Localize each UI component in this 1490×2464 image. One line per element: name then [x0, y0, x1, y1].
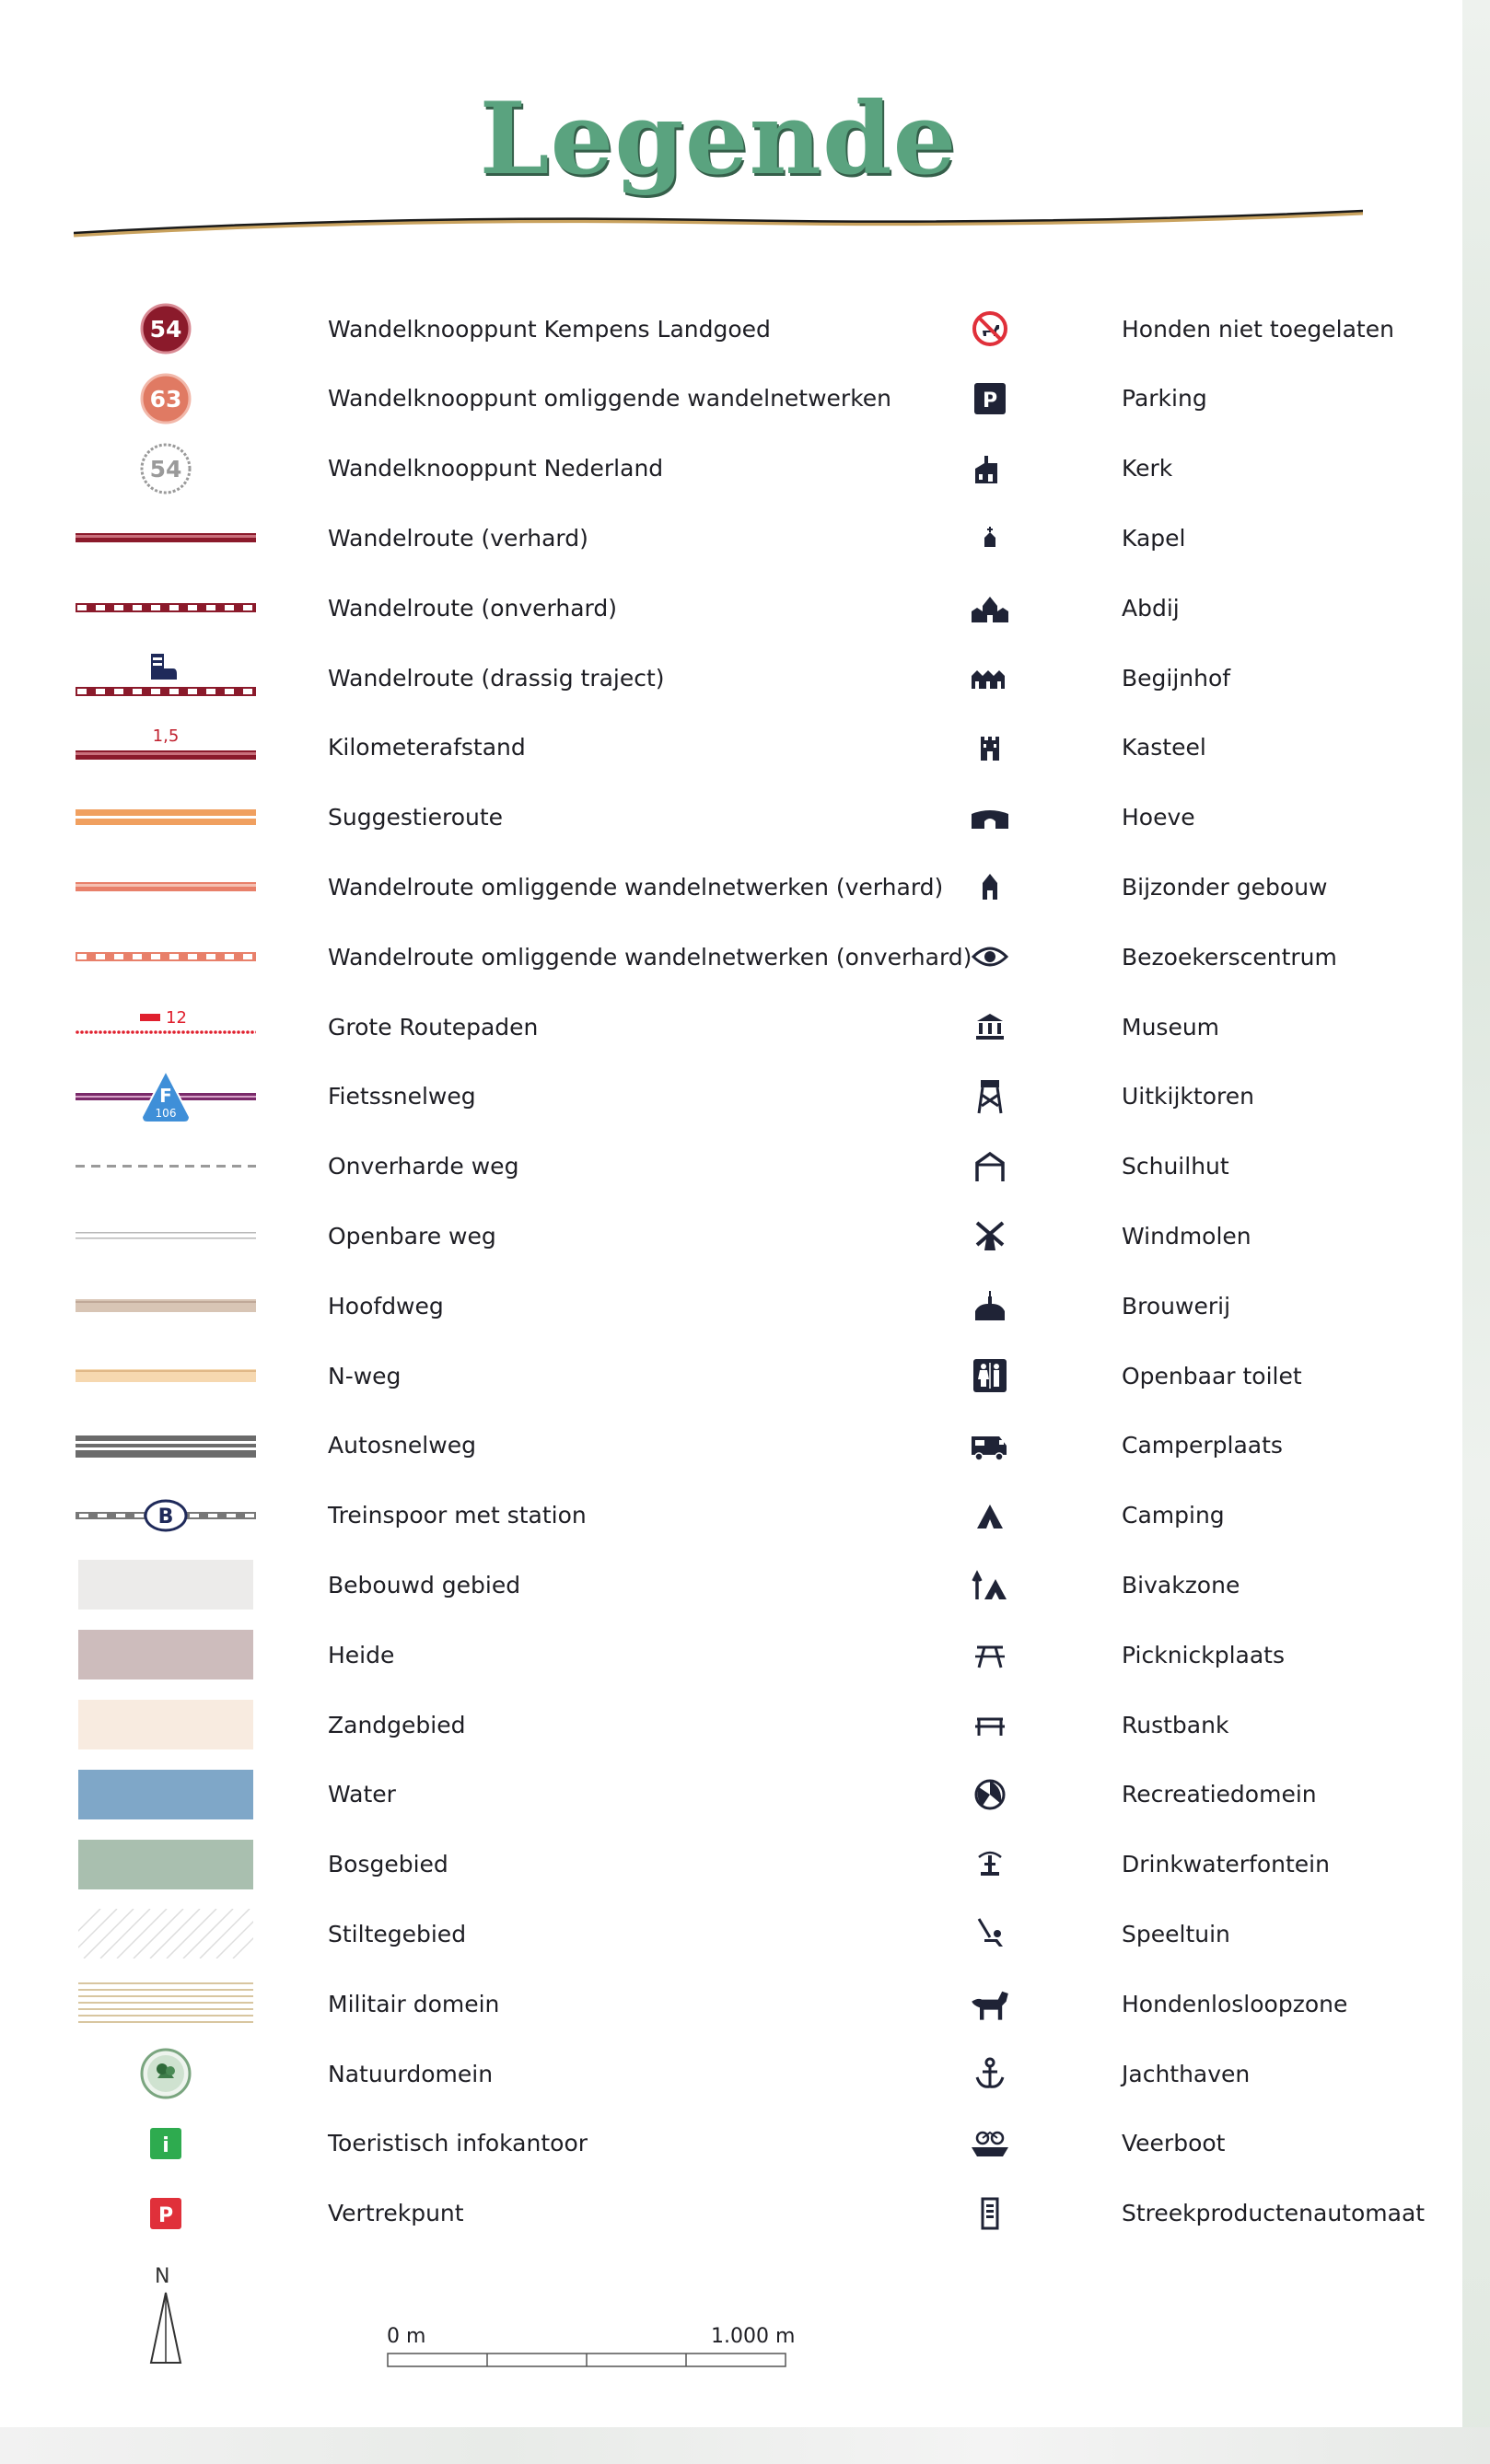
anchor-icon	[949, 2046, 1031, 2101]
legend-item	[74, 441, 663, 496]
bivouac-icon	[949, 1557, 1031, 1612]
surrounding-unpaved-line	[74, 929, 258, 984]
legend-item	[74, 720, 526, 775]
sand-swatch	[74, 1697, 258, 1752]
legend-label: Autosnelweg	[328, 1432, 476, 1459]
legend-label: Natuurdomein	[328, 2060, 494, 2087]
chapel-icon	[949, 510, 1031, 565]
legend-item	[949, 510, 1185, 565]
museum-icon	[949, 999, 1031, 1054]
legend-item	[949, 441, 1172, 496]
legend-item	[949, 1767, 1317, 1822]
scale-bar-graphic	[387, 2353, 788, 2373]
legend-label: Streekproductenautomaat	[1122, 2200, 1426, 2227]
legend-label: Zandgebied	[328, 1711, 466, 1738]
legend-item	[74, 1418, 476, 1473]
legend-label: Recreatiedomein	[1122, 1781, 1317, 1808]
legend-item	[74, 2186, 464, 2241]
legend-item	[949, 1627, 1285, 1682]
legend-item	[949, 371, 1207, 426]
start-point-icon	[74, 2186, 258, 2241]
toilet-icon	[949, 1348, 1031, 1403]
legend-label: Wandelroute (onverhard)	[328, 594, 618, 622]
legend-item	[74, 301, 771, 356]
legend-label: Museum	[1122, 1013, 1220, 1040]
legend-item	[74, 1906, 466, 1961]
farm-icon	[949, 790, 1031, 845]
legend-label: Bivakzone	[1122, 1571, 1240, 1598]
legend-item	[74, 1837, 448, 1892]
legend-label: Stiltegebied	[328, 1920, 467, 1947]
special-building-icon	[949, 859, 1031, 914]
symbol-number: 106	[155, 1106, 177, 1120]
legend-label: Wandelknooppunt Kempens Landgoed	[328, 315, 771, 343]
legend-item	[949, 999, 1219, 1054]
legend-item	[74, 1208, 496, 1263]
symbol-letter: P	[982, 389, 998, 413]
symbol-number: 54	[149, 455, 182, 482]
legend-label: Bezoekerscentrum	[1122, 943, 1337, 970]
legend-label: Kasteel	[1122, 734, 1206, 761]
symbol-letter: F	[159, 1084, 172, 1107]
beguinage-icon	[949, 650, 1031, 705]
ferry-icon	[949, 2116, 1031, 2171]
info-office-icon	[74, 2116, 258, 2171]
legend-item	[74, 790, 503, 845]
legend-item	[74, 510, 588, 565]
legend-label: N-weg	[328, 1362, 402, 1389]
picnic-table-icon	[949, 1627, 1031, 1682]
legend-label: Picknickplaats	[1122, 1641, 1285, 1668]
no-dogs-icon	[949, 301, 1031, 356]
legend-label: Treinspoor met station	[328, 1502, 587, 1529]
map-bottom-strip	[0, 2427, 1490, 2464]
railway-station-icon	[74, 1488, 258, 1543]
legend-item	[949, 2046, 1250, 2101]
legend-item	[949, 2116, 1225, 2171]
map-edge-strip	[1462, 0, 1490, 2464]
legend-label: Camperplaats	[1122, 1432, 1283, 1459]
forest-swatch	[74, 1837, 258, 1892]
main-road-line	[74, 1278, 258, 1333]
legend-label: Parking	[1122, 385, 1207, 413]
legend-item	[949, 1906, 1230, 1961]
legend-item	[74, 1697, 465, 1752]
legend-label: Militair domein	[328, 1990, 500, 2017]
legend-label: Wandelknooppunt Nederland	[328, 455, 664, 482]
n-road-line	[74, 1348, 258, 1403]
legend-item	[74, 1069, 476, 1124]
legend-label: Grote Routepaden	[328, 1013, 539, 1040]
legend-label: Rustbank	[1122, 1711, 1229, 1738]
north-arrow-icon	[147, 2291, 184, 2365]
legend-label: Onverharde weg	[328, 1153, 519, 1180]
lookout-tower-icon	[949, 1069, 1031, 1124]
legend-label: Bosgebied	[328, 1851, 448, 1878]
nature-domain-icon	[74, 2046, 258, 2101]
route-marshy-boot-icon	[74, 650, 258, 705]
legend-label: Camping	[1122, 1502, 1225, 1529]
scale-start-label: 0 m	[387, 2325, 426, 2348]
military-area-swatch	[74, 1976, 258, 2031]
public-road-line	[74, 1208, 258, 1263]
legend-item	[949, 1139, 1229, 1194]
legend-label: Jachthaven	[1122, 2060, 1251, 2087]
legend-item	[74, 1976, 499, 2031]
visitor-center-eye-icon	[949, 929, 1031, 984]
legend-item	[74, 1348, 401, 1403]
legend-item	[74, 650, 665, 705]
legend-item	[949, 2186, 1425, 2241]
brewery-icon	[949, 1278, 1031, 1333]
surrounding-paved-line	[74, 859, 258, 914]
legend-label: Hoeve	[1122, 804, 1195, 831]
legend-label: Kilometerafstand	[328, 734, 526, 761]
legend-item	[74, 1139, 518, 1194]
legend-item	[949, 1697, 1228, 1752]
symbol-number: 1,5	[152, 726, 180, 746]
symbol-letter: P	[157, 2203, 174, 2227]
north-arrow	[147, 2265, 184, 2366]
legend-item	[74, 859, 943, 914]
windmill-icon	[949, 1208, 1031, 1263]
beach-ball-icon	[949, 1767, 1031, 1822]
legend-label: Honden niet toegelaten	[1122, 315, 1394, 343]
legend-item	[949, 859, 1328, 914]
legend-label: Abdij	[1122, 594, 1180, 622]
legend-label: Bijzonder gebouw	[1122, 873, 1328, 901]
silence-area-swatch	[74, 1906, 258, 1961]
legend-item	[949, 929, 1337, 984]
bench-icon	[949, 1697, 1031, 1752]
legend-item	[949, 1278, 1230, 1333]
symbol-number: 12	[166, 1008, 187, 1028]
gr-path-line	[74, 999, 258, 1054]
symbol-number: 63	[149, 385, 182, 413]
legend-item	[74, 1557, 520, 1612]
legend-label: Hondenlosloopzone	[1122, 1990, 1348, 2017]
legend-label: Wandelroute (drassig traject)	[328, 664, 665, 692]
legend-label: Wandelroute (verhard)	[328, 524, 588, 552]
suggested-route-line	[74, 790, 258, 845]
distance-line	[74, 720, 258, 775]
legend-item	[949, 790, 1195, 845]
route-paved-line	[74, 510, 258, 565]
legend-label: Openbaar toilet	[1122, 1362, 1302, 1389]
motorway-line	[74, 1418, 258, 1473]
legend-label: Brouwerij	[1122, 1292, 1231, 1319]
legend-item	[949, 301, 1394, 356]
parking-icon	[949, 371, 1031, 426]
symbol-number: 54	[149, 316, 182, 343]
legend-label: Bebouwd gebied	[328, 1571, 521, 1598]
node-netherlands-icon	[74, 441, 258, 496]
legend-item	[74, 1278, 444, 1333]
castle-icon	[949, 720, 1031, 775]
legend-item	[949, 1837, 1330, 1892]
church-icon	[949, 441, 1031, 496]
unpaved-road-line	[74, 1139, 258, 1194]
symbol-letter: B	[157, 1505, 174, 1528]
legend-item	[74, 371, 891, 426]
legend-label: Hoofdweg	[328, 1292, 444, 1319]
legend-item	[74, 1627, 394, 1682]
legend-item	[949, 1976, 1347, 2031]
legend-item	[74, 2116, 588, 2171]
legend-label: Uitkijktoren	[1122, 1083, 1254, 1110]
legend-item	[74, 999, 538, 1054]
dog-icon	[949, 1976, 1031, 2031]
legend-item	[74, 929, 972, 984]
legend-label: Drinkwaterfontein	[1122, 1851, 1330, 1878]
north-label: N	[155, 2265, 170, 2288]
legend-item	[949, 1557, 1240, 1612]
legend-item	[74, 580, 617, 635]
legend-item	[949, 1418, 1283, 1473]
legend-label: Windmolen	[1122, 1222, 1251, 1249]
legend-label: Fietssnelweg	[328, 1083, 476, 1110]
legend-label: Wandelroute omliggende wandelnetwerken (verhard)	[328, 873, 944, 901]
legend-label: Water	[328, 1781, 396, 1808]
drinking-fountain-icon	[949, 1837, 1031, 1892]
node-surrounding-icon	[74, 371, 258, 426]
node-kempens-icon	[74, 301, 258, 356]
built-area-swatch	[74, 1557, 258, 1612]
camper-icon	[949, 1418, 1031, 1473]
legend-label: Wandelknooppunt omliggende wandelnetwerken	[328, 385, 892, 413]
scale-end-label: 1.000 m	[711, 2325, 796, 2348]
legend-label: Kerk	[1122, 455, 1173, 482]
legend-item	[949, 720, 1206, 775]
legend-item	[74, 1488, 587, 1543]
symbol-letter: i	[162, 2133, 169, 2157]
legend-label: Speeltuin	[1122, 1920, 1230, 1947]
legend-item	[949, 650, 1230, 705]
legend-item	[949, 1348, 1302, 1403]
legend-item	[949, 1488, 1225, 1543]
legend-label: Schuilhut	[1122, 1153, 1229, 1180]
legend-item	[949, 580, 1180, 635]
route-unpaved-line	[74, 580, 258, 635]
legend-label: Openbare weg	[328, 1222, 496, 1249]
legend-label: Toeristisch infokantoor	[328, 2130, 588, 2157]
heath-swatch	[74, 1627, 258, 1682]
legend-item	[74, 1767, 396, 1822]
bike-highway-icon	[74, 1069, 258, 1124]
vending-machine-icon	[949, 2186, 1031, 2241]
legend-label: Suggestieroute	[328, 804, 504, 831]
legend-label: Vertrekpunt	[328, 2200, 464, 2227]
tent-icon	[949, 1488, 1031, 1543]
title-underline-swash	[74, 207, 1363, 244]
shelter-icon	[949, 1139, 1031, 1194]
playground-swing-icon	[949, 1906, 1031, 1961]
legend-item	[949, 1208, 1251, 1263]
legend-label: Heide	[328, 1641, 395, 1668]
legend-label: Veerboot	[1122, 2130, 1226, 2157]
legend-item	[74, 2046, 493, 2101]
legend-label: Begijnhof	[1122, 664, 1231, 692]
page-title: Legende	[479, 81, 958, 197]
water-swatch	[74, 1767, 258, 1822]
legend-item	[949, 1069, 1254, 1124]
abbey-icon	[949, 580, 1031, 635]
legend-label: Wandelroute omliggende wandelnetwerken (onverhard)	[328, 943, 972, 970]
legend-label: Kapel	[1122, 524, 1186, 552]
